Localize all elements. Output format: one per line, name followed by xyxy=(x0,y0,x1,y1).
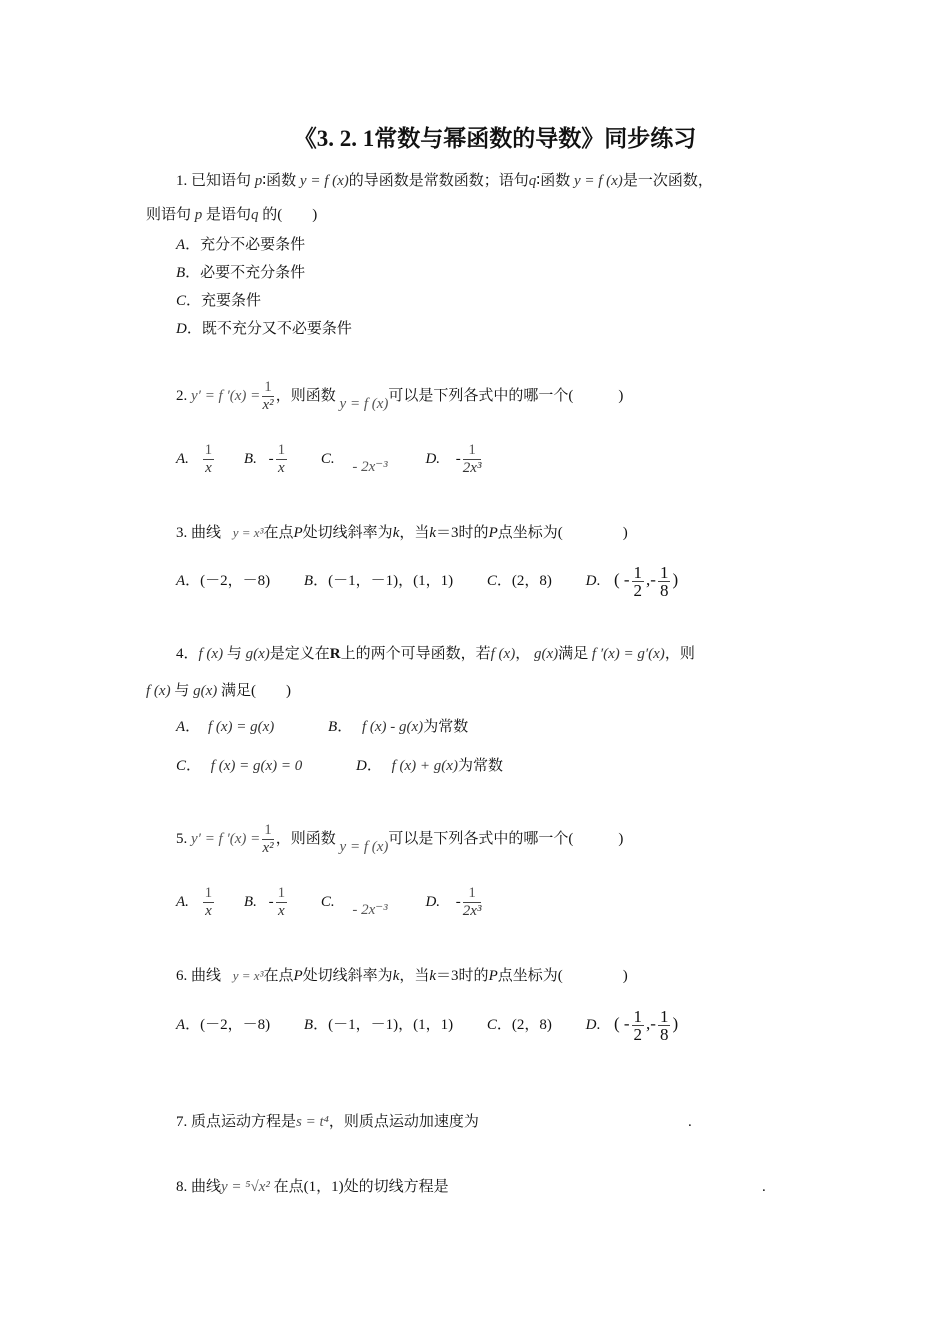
q6-d-frac-1 xyxy=(632,1008,645,1043)
q3-opt-d-letter: D xyxy=(585,573,597,589)
q3-num: 3. 曲线 xyxy=(176,525,222,541)
q5-opt-c: - 2x⁻³ xyxy=(352,902,388,918)
q1-text-d: 是一次函数， xyxy=(622,173,713,189)
q3-P2: P xyxy=(488,525,498,541)
q6-opt-b: ．(－1，－1)，(1，1) xyxy=(313,1017,454,1033)
q2-fx: y = f (x) xyxy=(339,396,389,412)
q6-d-close: ) xyxy=(672,1014,679,1033)
q5-opt-b-label: B. xyxy=(243,894,257,910)
page-title: 《3. 2. 1常数与幂函数的导数》同步练习 xyxy=(293,126,697,151)
q5-frac-num: 1 xyxy=(264,822,272,839)
q5-opt-d-sign: - xyxy=(455,894,461,910)
q2-lhs: y′ = f ′(x) = xyxy=(191,388,261,404)
q4-line2-g: g(x) xyxy=(193,683,218,699)
q4-opt-b-letter: B xyxy=(328,719,338,735)
q6-d-open: ( - xyxy=(613,1014,630,1033)
q3-text-c: ，当 xyxy=(399,525,430,541)
q7-eq: s = t⁴ xyxy=(296,1114,329,1130)
q3-opt-c-letter: C xyxy=(486,573,497,589)
q5-opt-c-label: C. xyxy=(320,894,335,910)
q4-text-b: 是定义在 xyxy=(269,646,330,662)
question-4-line-2 xyxy=(146,681,291,701)
q3-opt-d-dot: . xyxy=(596,573,601,589)
q5-opt-a-label: A. xyxy=(176,894,189,910)
frac-den: x xyxy=(205,903,212,920)
q3-d-frac-1 xyxy=(632,564,645,599)
q5-tail: 可以是下列各式中的哪一个( ) xyxy=(388,831,624,847)
q2-opt-b-label: B. xyxy=(243,451,257,467)
question-2-stem xyxy=(176,375,623,417)
q6-opt-c-letter: C xyxy=(486,1017,497,1033)
q4-text-c: 上的两个可导函数，若 xyxy=(340,646,491,662)
q6-curve: y = x³ xyxy=(232,968,264,983)
q2-opt-d-label: D. xyxy=(425,451,441,467)
q6-P: P xyxy=(293,968,303,984)
q7-text-a: 7. 质点运动方程是 xyxy=(176,1114,297,1130)
q5-frac-den: x² xyxy=(262,840,274,857)
q1-q: q xyxy=(528,173,537,189)
q1-text: 1. 已知语句 xyxy=(176,173,252,189)
q1-text-c: ∶函数 xyxy=(536,173,571,189)
q3-opt-b: ．(－1，－1)，(1，1) xyxy=(313,573,454,589)
q7-blank-end: . xyxy=(688,1114,692,1130)
q5-fraction xyxy=(262,822,274,857)
q1-line2-c: 的( ) xyxy=(262,207,318,223)
q4-and: 与 xyxy=(226,646,242,662)
frac-num: 1 xyxy=(659,563,669,583)
q6-opt-a: ．(－2，－8) xyxy=(185,1017,271,1033)
frac-den: 2x³ xyxy=(462,903,482,920)
q3-P: P xyxy=(293,525,303,541)
q3-text-d: ＝3时的 xyxy=(436,525,489,541)
option-text: ．既不充分又不必要条件 xyxy=(186,321,352,337)
q6-k: k xyxy=(392,968,400,984)
question-3-stem xyxy=(176,523,628,543)
q3-k2: k xyxy=(429,525,437,541)
q4-line2-and: 与 xyxy=(174,683,190,699)
frac-num: 1 xyxy=(659,1007,669,1027)
frac-num: 1 xyxy=(633,563,643,583)
q6-opt-a-letter: A xyxy=(176,1017,186,1033)
q2-opt-a-label: A. xyxy=(176,451,189,467)
q4-opt-b: f (x) - g(x) xyxy=(361,719,424,735)
q4-num: 4． xyxy=(176,646,199,662)
q4-opt-a-letter: A xyxy=(176,719,186,735)
q4-R: R xyxy=(329,646,341,662)
q6-num: 6. 曲线 xyxy=(176,968,222,984)
q5-opt-b-sign: - xyxy=(268,894,274,910)
question-2-options xyxy=(176,436,483,482)
frac-den: 8 xyxy=(659,581,669,601)
q5-opt-b xyxy=(276,885,288,920)
q1-fx-2: y = f (x) xyxy=(573,173,623,189)
q4-cond: f ′(x) = g′(x) xyxy=(591,646,665,662)
option-letter: D xyxy=(176,321,187,337)
question-8 xyxy=(176,1177,449,1197)
question-6-stem xyxy=(176,966,628,986)
frac-den: 2 xyxy=(633,1025,643,1045)
q6-text-a: 在点 xyxy=(263,968,294,984)
q4-f-2: f (x) xyxy=(490,646,516,662)
q1-option-c xyxy=(176,291,261,311)
q5-fx: y = f (x) xyxy=(339,839,389,855)
frac-den: x xyxy=(205,460,212,477)
option-letter: C xyxy=(176,293,187,309)
q1-option-d xyxy=(176,319,352,339)
q4-text-d: 满足 xyxy=(558,646,589,662)
q5-mid: ，则函数 xyxy=(275,831,336,847)
q1-option-a xyxy=(176,235,305,255)
q2-mid: ，则函数 xyxy=(275,388,336,404)
q3-opt-b-letter: B xyxy=(303,573,314,589)
q1-line2-a: 则语句 xyxy=(146,207,192,223)
q4-opt-d-tail: 为常数 xyxy=(457,758,503,774)
question-7 xyxy=(176,1112,479,1132)
q3-d-open: ( - xyxy=(613,570,630,589)
q3-text-a: 在点 xyxy=(263,525,294,541)
q2-frac-num: 1 xyxy=(264,379,272,396)
q6-text-d: ＝3时的 xyxy=(436,968,489,984)
q2-fraction xyxy=(262,379,274,414)
q4-opt-c-letter: C xyxy=(176,758,187,774)
q1-fx: y = f (x) xyxy=(299,173,349,189)
q6-text-c: ，当 xyxy=(399,968,430,984)
q4-opt-a: f (x) = g(x) xyxy=(207,719,275,735)
q4-opt-d-letter: D xyxy=(356,758,367,774)
q4-options-row-1: A． f (x) = g(x) B． f (x) - g(x)为常数 xyxy=(176,719,469,735)
q4-options-row-2: C． f (x) = g(x) = 0 D． f (x) + g(x)为常数 xyxy=(176,758,503,774)
q3-opt-c: ．(2，8) xyxy=(496,573,552,589)
q1-line2-b: 是语句 xyxy=(206,207,252,223)
q4-g-2: g(x) xyxy=(533,646,559,662)
option-text: ．充分不必要条件 xyxy=(185,237,306,253)
frac-den: 2x³ xyxy=(462,460,482,477)
q8-text-a: 8. 曲线 xyxy=(176,1179,222,1195)
q3-text-b: 处切线斜率为 xyxy=(302,525,393,541)
q2-tail: 可以是下列各式中的哪一个( ) xyxy=(388,388,624,404)
q5-opt-d xyxy=(463,885,482,920)
q2-opt-a xyxy=(203,442,215,477)
q5-lhs: y′ = f ′(x) = xyxy=(191,831,261,847)
q6-P2: P xyxy=(488,968,498,984)
q4-f: f (x) xyxy=(198,646,224,662)
q3-text-e: 点坐标为( ) xyxy=(497,525,628,541)
q8-eq: y = ⁵√x² xyxy=(221,1179,270,1195)
q5-opt-a xyxy=(203,885,215,920)
q2-opt-b xyxy=(276,442,288,477)
q4-line2-f: f (x) xyxy=(146,683,171,699)
q2-frac-den: x² xyxy=(262,397,274,414)
q3-curve: y = x³ xyxy=(232,525,264,540)
question-1-line-1 xyxy=(176,171,713,191)
q1-line2-p: p xyxy=(194,207,203,223)
q3-k: k xyxy=(392,525,400,541)
question-1-line-2 xyxy=(146,205,317,225)
question-5-stem xyxy=(176,818,623,860)
q1-option-b xyxy=(176,263,305,283)
q3-opt-a: ．(－2，－8) xyxy=(185,573,271,589)
option-letter: B xyxy=(176,265,186,281)
q2-opt-d xyxy=(463,442,482,477)
q6-opt-d-letter: D xyxy=(585,1017,597,1033)
q3-d-frac-2 xyxy=(658,564,671,599)
q8-text-b: 在点(1，1)处的切线方程是 xyxy=(273,1179,449,1195)
q1-line2-q: q xyxy=(251,207,259,223)
question-3-options xyxy=(176,558,678,603)
frac-num: 1 xyxy=(204,442,213,459)
q3-opt-a-letter: A xyxy=(176,573,186,589)
q6-d-mid: ,- xyxy=(646,1014,656,1033)
q1-text-b: 的导函数是常数函数；语句 xyxy=(348,173,529,189)
frac-num: 1 xyxy=(277,442,286,459)
frac-den: x xyxy=(278,460,285,477)
q5-num: 5. xyxy=(176,831,188,847)
q3-d-mid: ,- xyxy=(646,570,656,589)
q1-p: p xyxy=(254,173,263,189)
question-5-options xyxy=(176,879,483,925)
q6-k2: k xyxy=(429,968,437,984)
q6-opt-c: ．(2，8) xyxy=(496,1017,552,1033)
frac-num: 1 xyxy=(463,442,482,460)
frac-num: 1 xyxy=(463,885,482,903)
option-text: ．充要条件 xyxy=(186,293,262,309)
q2-num: 2. xyxy=(176,388,188,404)
frac-num: 1 xyxy=(633,1007,643,1027)
frac-den: x xyxy=(278,903,285,920)
q4-line2-b: 满足( ) xyxy=(221,683,291,699)
q2-opt-d-sign: - xyxy=(455,451,461,467)
option-text: ．必要不充分条件 xyxy=(185,265,306,281)
q4-g: g(x) xyxy=(245,646,270,662)
q4-opt-d: f (x) + g(x) xyxy=(391,758,458,774)
q6-d-frac-2 xyxy=(658,1008,671,1043)
frac-num: 1 xyxy=(204,885,213,902)
q2-opt-c: - 2x⁻³ xyxy=(352,459,388,475)
q6-text-e: 点坐标为( ) xyxy=(497,968,628,984)
q6-text-b: 处切线斜率为 xyxy=(302,968,393,984)
q3-d-close: ) xyxy=(672,570,679,589)
q4-opt-b-tail: 为常数 xyxy=(423,719,469,735)
q2-opt-c-label: C. xyxy=(320,451,335,467)
frac-den: 2 xyxy=(633,581,643,601)
q8-blank-end: . xyxy=(762,1179,766,1195)
option-letter: A xyxy=(176,237,186,253)
q4-opt-c: f (x) = g(x) = 0 xyxy=(210,758,303,774)
q6-opt-b-letter: B xyxy=(303,1017,314,1033)
question-6-options xyxy=(176,1002,678,1047)
q7-text-b: ，则质点运动加速度为 xyxy=(328,1114,479,1130)
q4-text-e: ，则 xyxy=(664,646,695,662)
frac-num: 1 xyxy=(277,885,286,902)
question-4-line-1 xyxy=(176,644,695,664)
q4-sep: ， xyxy=(515,646,531,662)
q2-opt-b-sign: - xyxy=(268,451,274,467)
q6-opt-d-dot: . xyxy=(596,1017,601,1033)
q5-opt-d-label: D. xyxy=(425,894,441,910)
frac-den: 8 xyxy=(659,1025,669,1045)
q1-colon: ∶函数 xyxy=(262,173,297,189)
